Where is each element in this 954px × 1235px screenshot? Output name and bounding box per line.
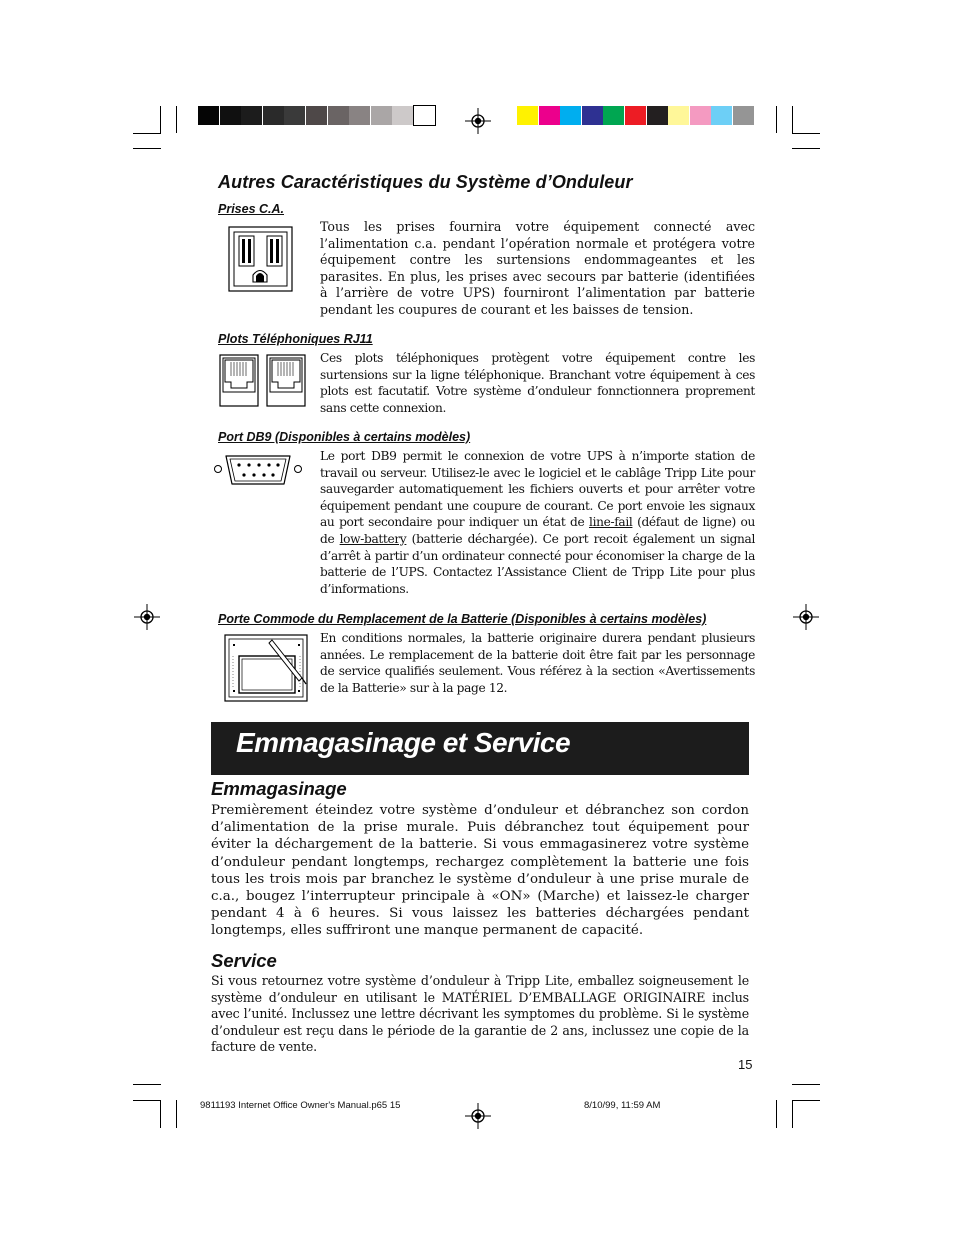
footer-date: 8/10/99, 11:59 AM: [584, 1100, 661, 1111]
line-fail-term: line-fail: [589, 515, 633, 530]
registration-mark-top: [465, 108, 491, 134]
db9-text-a: Le port DB9 permit le connexion de votre UPS à n’importe station de travail ou serveur. Utilisez-le avec le logiciel et le cablâge Tripp Lite pour sauvegarder automatiquement les fichiers ouverts et pour arrêter votre équipement pendant une coupure de courant. Ce port envoie les signaux au port secondaire pour indiquer un état de: [320, 449, 755, 530]
main-title: Emmagasinage et Service: [236, 727, 571, 758]
calibration-swatch: [733, 106, 754, 125]
feature-title-battery-door: Porte Commode du Remplacement de la Batterie (Disponibles à certains modèles): [218, 612, 707, 626]
calibration-swatch: [711, 106, 732, 125]
feature-title-ac-outlets: Prises C.A.: [218, 202, 285, 216]
storage-text: Premièrement éteindez votre système d’onduleur et débranchez son cordon d’alimentation de la prise murale. Puis débranchez tout équipement pour éviter la déchargement de la batterie. Si vous emmagasinerez votre système d’onduleur pendant longtemps, rechargez complètement la batterie une fois tous les trois mois par branchez le système d’onduleur à une prise murale de c.a., bougez l’interrupteur principale à «ON» (Marche) et laissez-le charger pendant 4 à 6 heures. Si vous laissez les batteries déchargées pendant longtemps, elles suffriront une manque permanent de capacité.: [211, 803, 749, 939]
db9-port-icon: [212, 452, 304, 488]
calibration-swatch: [371, 106, 392, 125]
feature-title-db9: Port DB9 (Disponibles à certains modèles): [218, 430, 471, 444]
calibration-swatch: [198, 106, 219, 125]
rj11-jacks-icon: [219, 354, 307, 408]
calibration-swatch: [328, 106, 349, 125]
db9-text-b: (défaut de ligne) ou de: [320, 515, 755, 546]
db9-text-c: (batterie déchargée). Ce port recoit également un signal d’arrêt à partir d’un ordinateur connecté pour économiser la charge de la batterie de l’UPS. Contactez l’Assistance Client de Tripp Lite pour plus d’informations.: [320, 531, 755, 596]
calibration-swatch: [349, 106, 370, 125]
feature-text-battery-door: En conditions normales, la batterie originaire durera pendant plusieurs années. Le remplacement de la batterie doit être fait par les personnage de service qualifiés seulement. Vous référez à la section «Avertissements de la Batterie» sur à la page 12.: [320, 631, 755, 695]
registration-mark-left: [134, 604, 160, 630]
registration-mark-bottom: [465, 1103, 491, 1129]
calibration-swatch: [625, 106, 646, 125]
feature-text-rj11: Ces plots téléphoniques protègent votre équipement contre les surtensions sur la ligne téléphonique. Branchant votre équipement à ces plots est facutatif. Votre système d’onduleur fonnctionnera proprement sans cette connexion.: [320, 351, 755, 415]
calibration-swatch: [263, 106, 284, 125]
registration-mark-right: [793, 604, 819, 630]
calibration-swatch: [306, 106, 327, 125]
feature-title-rj11: [218, 332, 373, 346]
battery-door-icon: [224, 634, 308, 702]
calibration-swatch: [392, 106, 413, 125]
calibration-swatch: [284, 106, 305, 125]
calibration-swatch: [220, 106, 241, 125]
calibration-swatch: [582, 106, 603, 125]
calibration-swatch: [668, 106, 689, 125]
page-number: 15: [738, 1057, 753, 1072]
calibration-swatch: [690, 106, 711, 125]
service-text: Si vous retournez votre système d’onduleur à Tripp Lite, emballez soigneusement le système d’onduleur en utilisant le MATÉRIEL D’EMBALLAGE ORIGINAIRE inclus avec l’unité. Inclussez une lettre décrivant les symptomes du problème. Si le système d’onduleur est reçu dans le période de la garantie de 2 ans, inclussez une copie de la facture de vente.: [211, 973, 749, 1055]
calibration-swatch: [517, 106, 538, 125]
calibration-swatch: [560, 106, 581, 125]
feature-title-rj11-text: Plots Téléphoniques RJ11: [218, 332, 373, 346]
calibration-swatch: [539, 106, 560, 125]
calibration-swatch: [241, 106, 262, 125]
calibration-swatch: [603, 106, 624, 125]
ac-outlet-icon: [228, 226, 293, 292]
low-battery-term: low-battery: [339, 531, 407, 546]
footer-file-info: 9811193 Internet Office Owner's Manual.p65 15: [200, 1100, 401, 1111]
storage-heading: Emmagasinage: [211, 778, 347, 799]
section-heading: Autres Caractéristiques du Système d’Onduleur: [218, 172, 633, 192]
calibration-swatch: [414, 106, 435, 125]
calibration-swatch: [647, 106, 668, 125]
service-heading: Service: [211, 950, 277, 971]
feature-text-ac-outlets: Tous les prises fournira votre équipement connecté avec l’alimentation c.a. pendant l’opération normale et protégera votre équipement contre les surtensions endommageantes et les parasites. En plus, les prises avec secours par batterie (identifiées à l’arrière de votre UPS) fourniront l’alimentation par batterie pendant les coupures de courant et les baisses de tension.: [320, 219, 755, 317]
feature-text-db9: [320, 448, 755, 597]
